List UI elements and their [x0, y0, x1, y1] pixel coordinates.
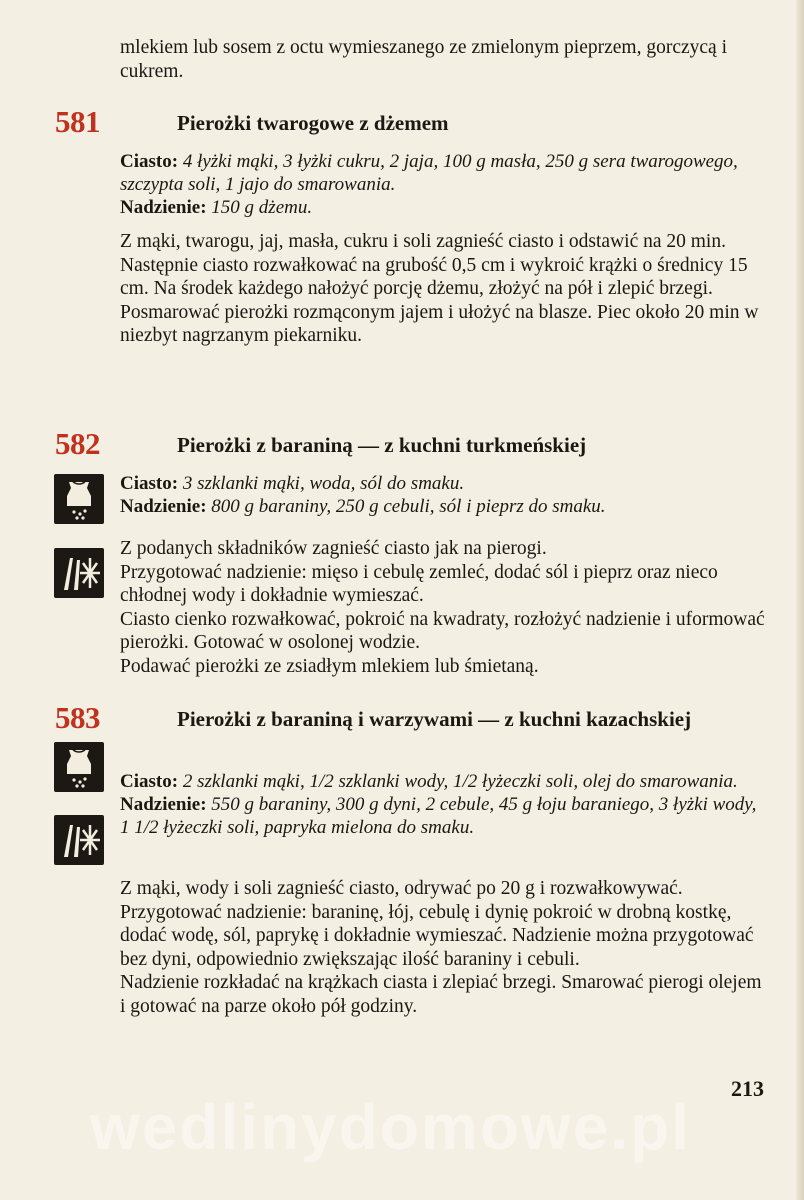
- nadzienie-value: 150 g dżemu.: [211, 197, 313, 218]
- instruction-paragraph: Z mąki, wody i soli zagnieść ciasto, odrywać po 20 g i rozwałkowywać.: [120, 878, 683, 899]
- instruction-paragraph: Z mąki, twarogu, jaj, masła, cukru i soli zagnieść ciasto i odstawić na 20 min. Następnie ciasto rozwałkować na grubość 0,5 cm i wykroić krążki o średnicy 15 cm. Na środek każdego nałożyć porcję dżemu, złożyć na pół i zlepić brzegi. Posmarować pierożki rozmąconym jajem i ułożyć na blasze. Piec około 20 min w niezbyt nagrzanym piekarniku.: [120, 231, 759, 346]
- nadzienie-label: Nadzienie:: [120, 197, 207, 218]
- intro-text-block: [120, 36, 768, 83]
- recipe-instructions-581: [120, 230, 768, 348]
- recipe-number-582: 582: [55, 426, 100, 461]
- flour-sack-icon: [54, 742, 104, 792]
- recipe-title-582: Pierożki z baraniną — z kuchni turkmeńskiej: [177, 433, 587, 457]
- recipe-instructions-583: [120, 877, 768, 1018]
- recipe-ingredients-583: [120, 770, 768, 839]
- instruction-paragraph: Z podanych składników zagnieść ciasto jak na pierogi.: [120, 538, 547, 559]
- recipe-number-581: 581: [55, 104, 100, 139]
- ciasto-line: [120, 472, 768, 495]
- ciasto-value: 4 łyżki mąki, 3 łyżki cukru, 2 jaja, 100 g masła, 250 g sera twarogowego, szczypta soli, 1 jajo do smarowania.: [120, 151, 738, 195]
- nadzienie-value: 550 g baraniny, 300 g dyni, 2 cebule, 45 g łoju baraniego, 3 łyżki wody, 1 1/2 łyżeczki soli, papryka mielona do smaku.: [120, 794, 757, 838]
- instruction-paragraph: Nadzienie rozkładać na krążkach ciasta i zlepiać brzegi. Smarować pierogi olejem i gotować na parze około pół godziny.: [120, 972, 762, 1017]
- instruction-paragraph: Podawać pierożki ze zsiadłym mlekiem lub śmietaną.: [120, 655, 539, 677]
- nadzienie-line: [120, 495, 768, 518]
- page-edge: [796, 0, 804, 1200]
- recipe-number-583: 583: [55, 700, 100, 735]
- watermark: wedlinydomowe.pl: [90, 1091, 691, 1163]
- ciasto-label: Ciasto:: [120, 473, 179, 494]
- intro-paragraph: mlekiem lub sosem z octu wymieszanego ze zmielonym pieprzem, gorczycą i cukrem.: [120, 37, 727, 82]
- ciasto-line: [120, 770, 768, 793]
- instruction-paragraph: Przygotować nadzienie: baraninę, łój, cebulę i dynię pokroić w drobną kostkę, dodać wodę, sól, paprykę i dokładnie wymieszać. Nadzienie można przygotować bez dyni, odpowiednio zwiększając ilość baraniny i cebuli.: [120, 901, 754, 970]
- nadzienie-label: Nadzienie:: [120, 496, 207, 517]
- nadzienie-value: 800 g baraniny, 250 g cebuli, sól i pieprz do smaku.: [211, 496, 606, 517]
- ciasto-value: 3 szklanki mąki, woda, sól do smaku.: [182, 473, 465, 494]
- grater-icon: [54, 815, 104, 865]
- recipe-ingredients-582: [120, 472, 768, 518]
- ciasto-value: 2 szklanki mąki, 1/2 szklanki wody, 1/2 łyżeczki soli, olej do smarowania.: [182, 771, 738, 792]
- ciasto-label: Ciasto:: [120, 771, 179, 792]
- nadzienie-line: [120, 196, 768, 219]
- recipe-ingredients-581: [120, 150, 768, 219]
- ciasto-line: [120, 150, 768, 196]
- ciasto-label: Ciasto:: [120, 151, 179, 172]
- nadzienie-label: Nadzienie:: [120, 794, 207, 815]
- recipe-instructions-582: [120, 537, 768, 678]
- grater-icon: [54, 548, 104, 598]
- nadzienie-line: [120, 793, 768, 839]
- recipe-title-581: Pierożki twarogowe z dżemem: [177, 111, 449, 135]
- flour-sack-icon: [54, 474, 104, 524]
- page-number: 213: [731, 1076, 764, 1101]
- instruction-paragraph: Ciasto cienko rozwałkować, pokroić na kwadraty, rozłożyć nadzienie i uformować pierożki. Gotować w osolonej wodzie.: [120, 608, 765, 653]
- recipe-title-583: Pierożki z baraniną i warzywami — z kuchni kazachskiej: [177, 707, 692, 731]
- instruction-paragraph: Przygotować nadzienie: mięso i cebulę zemleć, dodać sól i pieprz oraz nieco chłodnej wody i dokładnie wymieszać.: [120, 561, 718, 606]
